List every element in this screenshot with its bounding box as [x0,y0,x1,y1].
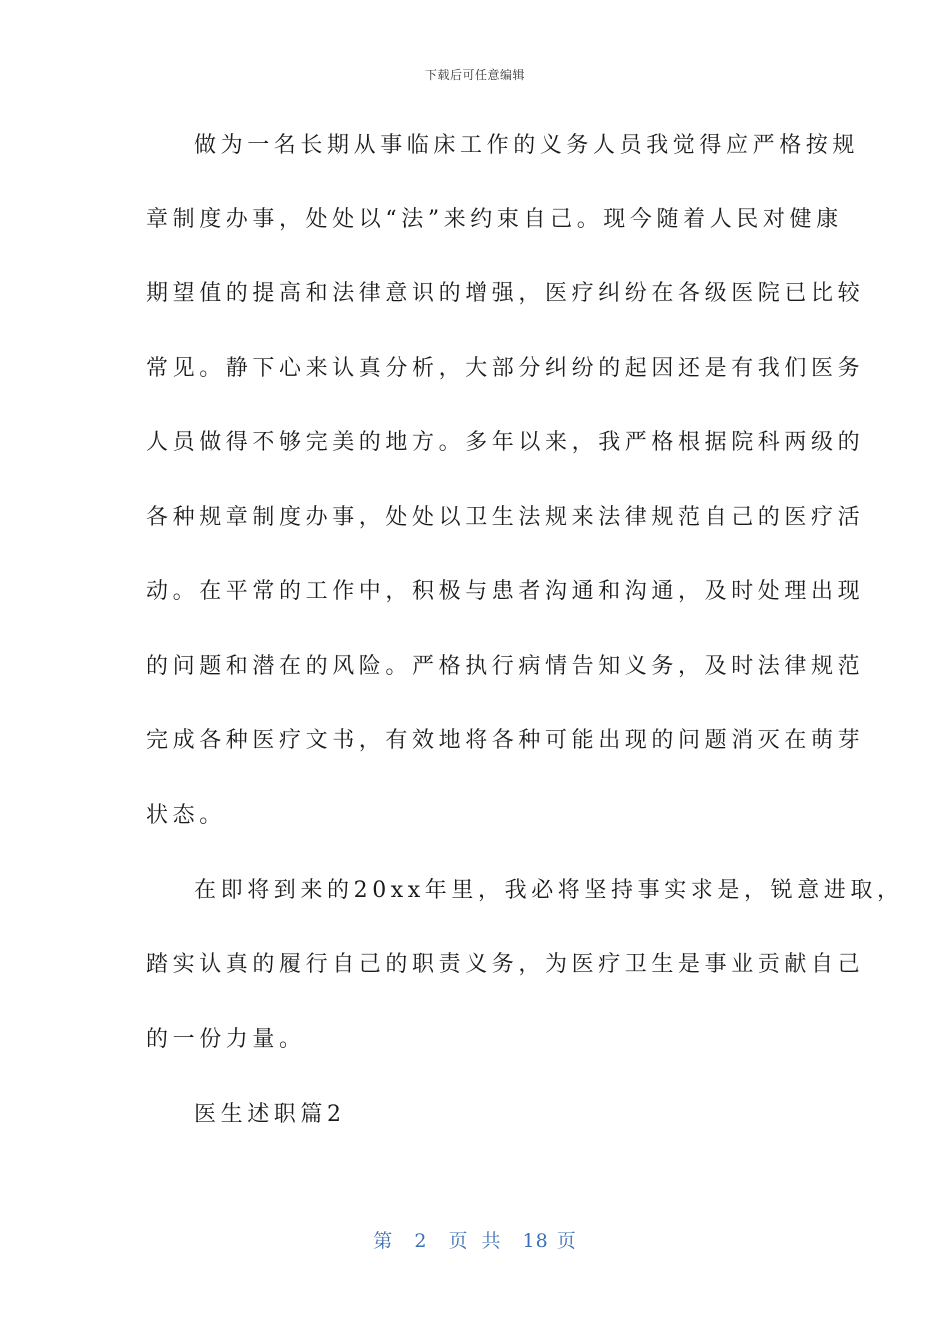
paragraph-1-line-2: 章制度办事，处处以“法”来约束自己。现今随着人民对健康 [146,207,843,232]
paragraph-1-line-6: 各种规章制度办事，处处以卫生法规来法律规范自己的医疗活 [146,505,865,530]
paragraph-1-line-4: 常见。静下心来认真分析，大部分纠纷的起因还是有我们医务 [146,356,865,381]
paragraph-2-line-1: 在即将到来的20xx年里，我必将坚持事实求是，锐意进取， [194,878,904,903]
paragraph-1-line-5: 人员做得不够完美的地方。多年以来，我严格根据院科两级的 [146,430,865,455]
footer-page-number: 2 [414,1230,428,1252]
paragraph-2-line-3: 的一份力量。 [146,1027,306,1052]
footer-middle: 页 共 [448,1230,502,1252]
footer-prefix: 第 [373,1230,394,1252]
paragraph-1-line-1: 做为一名长期从事临床工作的义务人员我觉得应严格按规 [194,133,860,158]
footer-total-pages: 18 [522,1230,549,1252]
paragraph-1-line-3: 期望值的提高和法律意识的增强，医疗纠纷在各级医院已比较 [146,281,865,306]
paragraph-1-line-8: 的问题和潜在的风险。严格执行病情告知义务，及时法律规范 [146,654,865,679]
paragraph-1-line-10: 状态。 [146,803,226,828]
page-header: 下载后可任意编辑 [424,68,525,82]
paragraph-1-line-9: 完成各种医疗文书，有效地将各种可能出现的问题消灭在萌芽 [146,728,865,753]
page-footer [0,1226,950,1253]
paragraph-1-line-7: 动。在平常的工作中，积极与患者沟通和沟通，及时处理出现 [146,579,865,604]
section-heading: 医生述职篇2 [194,1102,346,1127]
footer-suffix: 页 [556,1230,577,1252]
paragraph-2-line-2: 踏实认真的履行自己的职责义务，为医疗卫生是事业贡献自己 [146,952,865,977]
